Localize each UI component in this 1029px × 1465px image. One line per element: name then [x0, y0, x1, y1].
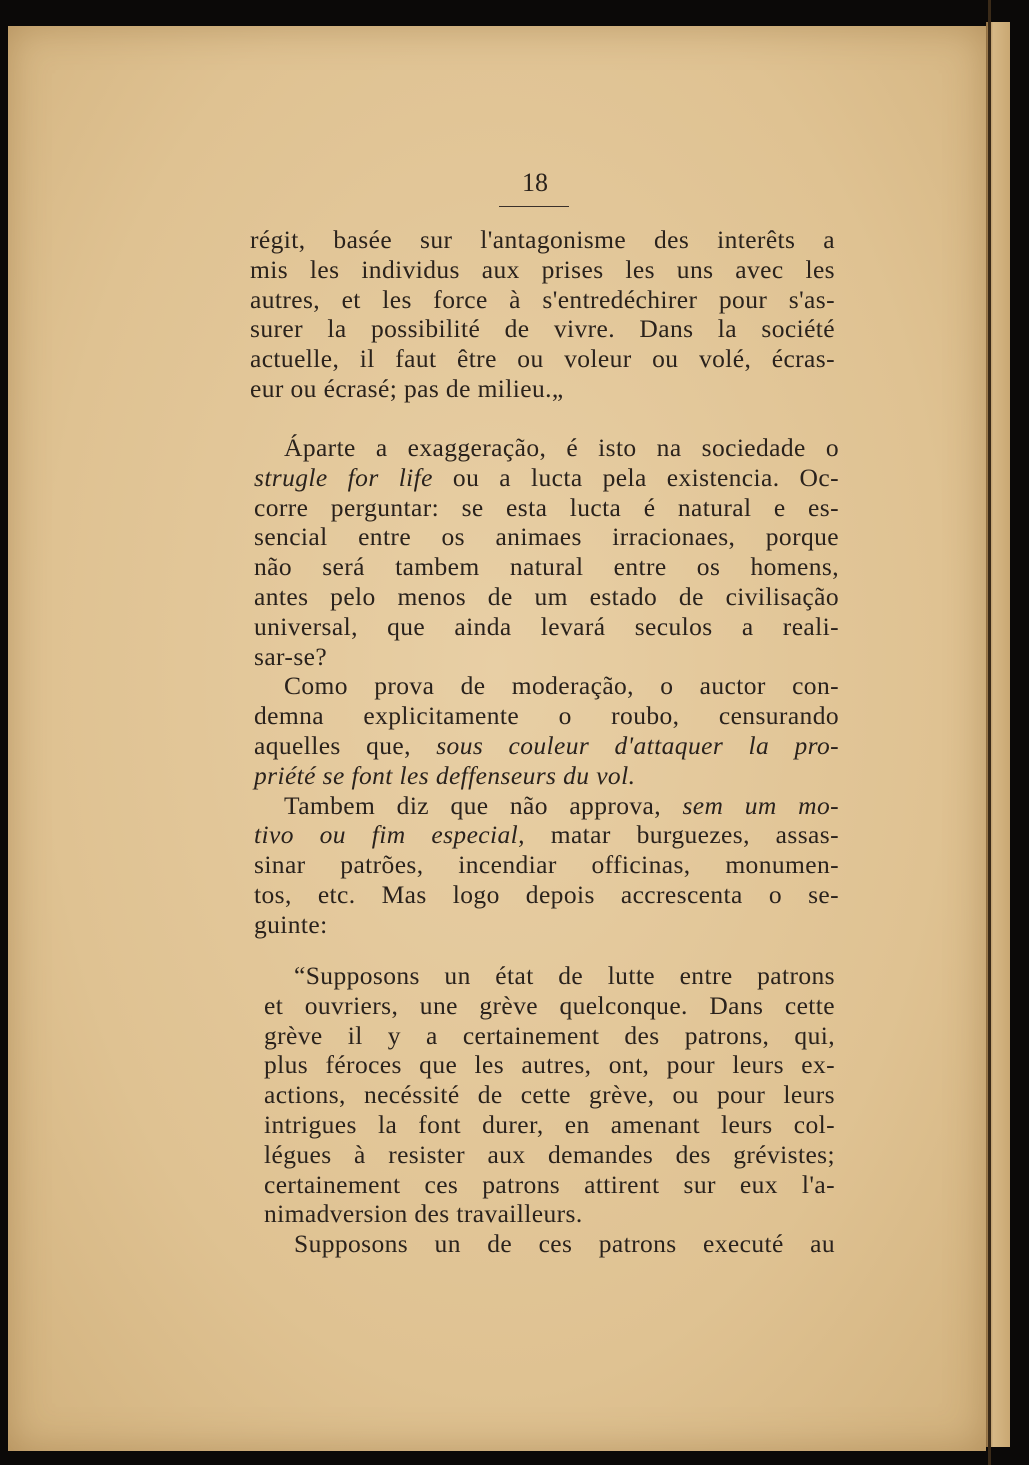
text-line: surer la possibilité de vivre. Dans la société [250, 314, 835, 344]
text-line [254, 761, 839, 791]
text-segment [254, 761, 635, 790]
text-line: légues à resister aux demandes des grévistes; [264, 1139, 835, 1169]
text-line: nimadversion des travailleurs. [264, 1199, 583, 1229]
text-line: Áparte a exaggeração, é isto na sociedade o [284, 433, 839, 462]
text-line: régit, basée sur l'antagonisme des interêts a [250, 225, 835, 254]
text-line [254, 791, 839, 821]
text-line: corre perguntar: se esta lucta é natural e es- [254, 492, 839, 522]
text-line [254, 820, 839, 850]
text-segment: aquelles que, sous couleur d'attaquer la pro- [254, 730, 840, 760]
text-line: Supposons un de ces patrons executé au [294, 1229, 835, 1259]
text-line: antes pelo menos de um estado de civilisação [254, 581, 839, 611]
text-line: sencial entre os animaes irracionaes, porque [254, 522, 839, 552]
text-line: mis les individus aux prises les uns avec les [250, 254, 835, 284]
text-line: actuelle, il faut être ou voleur ou volé, écras- [250, 344, 835, 374]
text-segment: strugle for life ou a lucta pela existencia. Oc- [254, 462, 839, 492]
text-line: et ouvriers, une grève quelconque. Dans cette [264, 990, 835, 1020]
text-line: sar-se? [254, 641, 328, 671]
text-line: grève il y a certainement des patrons, qui, [264, 1020, 835, 1050]
italic-phrase: priété se font les deffenseurs du vol. [254, 760, 636, 790]
paragraph-1 [250, 225, 835, 404]
text-line: não será tambem natural entre os homens, [254, 552, 839, 582]
text-line: intrigues la font durer, en amenant leurs col- [264, 1109, 835, 1139]
text-segment: Tambem diz que não approva, sem um mo- [284, 790, 839, 820]
text-segment: tivo ou fim especial, matar burguezes, assas- [254, 820, 839, 850]
text-line [254, 731, 839, 761]
text-line: certainement ces patrons attirent sur eux l'a- [264, 1169, 835, 1199]
quotation [264, 961, 835, 1259]
italic-phrase: sem um mo- [682, 790, 839, 820]
text-line: Como prova de moderação, o auctor con- [284, 671, 839, 701]
text-line [254, 463, 839, 493]
page-number: 18 [522, 168, 548, 197]
text-line: autres, et les force à s'entredéchirer pour s'as- [250, 284, 835, 314]
italic-phrase: strugle for life [254, 462, 433, 492]
text-line: “Supposons un état de lutte entre patrons [294, 961, 835, 990]
text-line: guinte: [254, 909, 328, 939]
binding-crease [988, 0, 991, 1465]
italic-phrase: sous couleur d'attaquer la pro- [436, 730, 840, 760]
main-text [254, 433, 839, 940]
text-line: demna explicitamente o roubo, censurando [254, 701, 839, 731]
text-line: plus féroces que les autres, ont, pour leurs ex- [264, 1050, 835, 1080]
page-number-rule [499, 206, 569, 207]
text-line: universal, que ainda levará seculos a reali- [254, 611, 839, 641]
text-line: actions, necéssité de cette grève, ou pour leurs [264, 1080, 835, 1110]
text-line: tos, etc. Mas logo depois accrescenta o se- [254, 879, 839, 909]
italic-phrase: tivo ou fim especial, [254, 820, 525, 850]
text-line: sinar patrões, incendiar officinas, monumen- [254, 850, 839, 880]
text-line: eur ou écrasé; pas de milieu.„ [250, 373, 564, 403]
